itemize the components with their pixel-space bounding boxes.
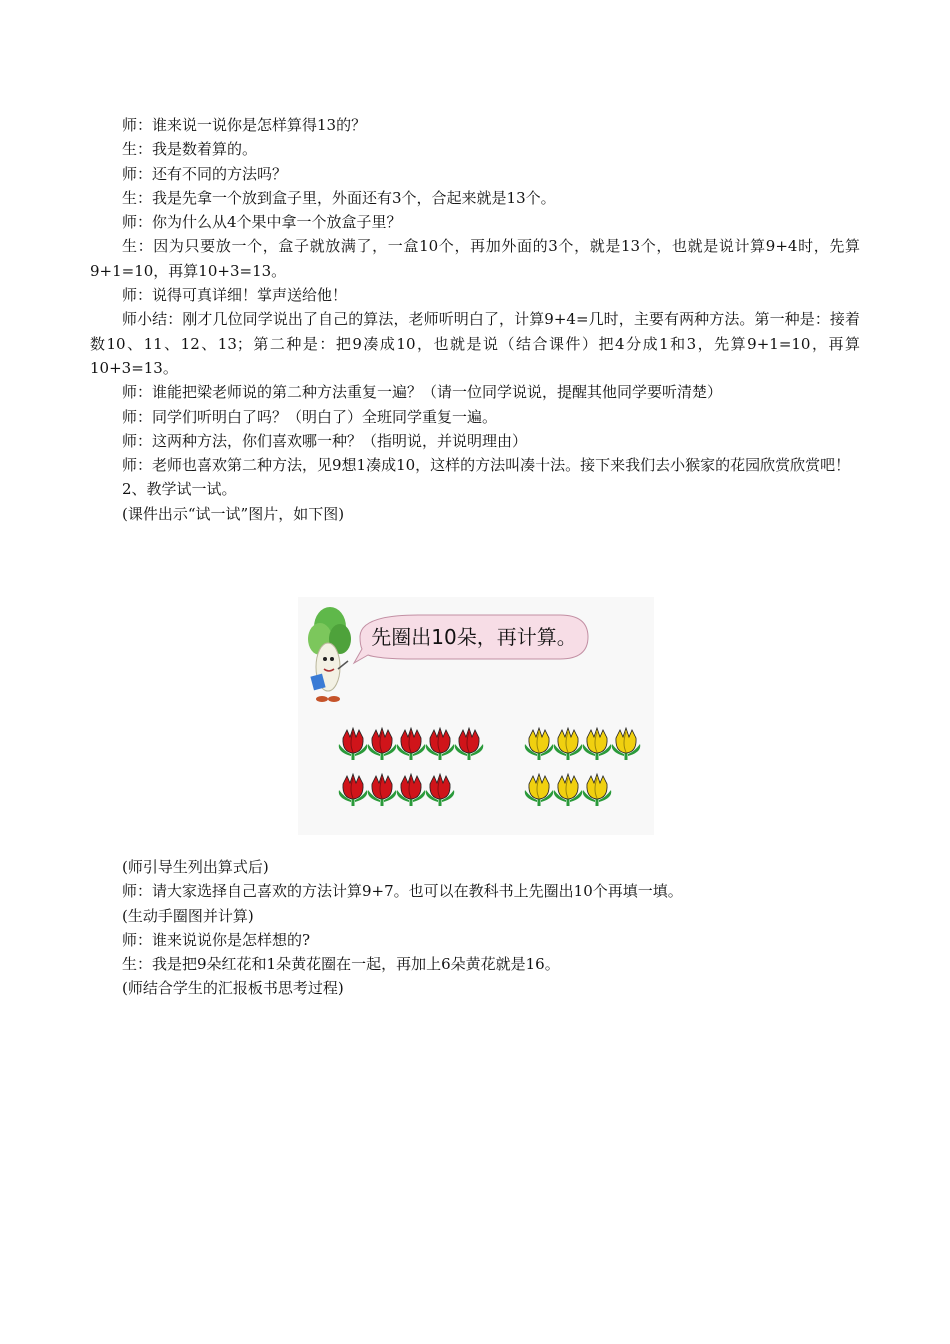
paragraph: (生动手圈图并计算) [122, 906, 254, 925]
yellow-flower-icon [554, 728, 583, 760]
paragraph: 师小结：刚才几位同学说出了自己的算法，老师听明白了，计算9+4=几时，主要有两种方法。第一种是：接着数10、11、12、13；第二种是：把9凑成10，也就是说（结合课件）把4分成1和3，先算9+1=10，再算10+3=13。 [90, 310, 860, 377]
paragraph: 生：我是把9朵红花和1朵黄花圈在一起，再加上6朵黄花就是16。 [122, 955, 560, 974]
paragraph: 师：这两种方法，你们喜欢哪一种？（指明说，并说明理由） [122, 431, 528, 450]
paragraph: 师：谁能把梁老师说的第二种方法重复一遍？（请一位同学说说，提醒其他同学要听清楚） [122, 383, 723, 402]
paragraph: 生：我是数着算的。 [122, 140, 258, 159]
red-flower-icon [397, 728, 426, 760]
yellow-flower-icon [554, 774, 583, 806]
speech-bubble [354, 615, 588, 663]
lesson-text-bottom [122, 855, 862, 1001]
red-flower-icon [368, 728, 397, 760]
paragraph: 师：谁来说一说你是怎样算得13的？ [122, 116, 367, 134]
paragraph: 师：请大家选择自己喜欢的方法计算9+7。也可以在教科书上先圈出10个再填一填。 [122, 882, 683, 901]
lesson-text-top [90, 113, 860, 526]
paragraph: 师：还有不同的方法吗？ [122, 164, 288, 183]
paragraph: 师：同学们听明白了吗？（明白了）全班同学重复一遍。 [122, 407, 498, 426]
red-flower-icon [368, 774, 397, 806]
paragraph: (师引导生列出算式后) [122, 858, 269, 876]
yellow-flower-icon [583, 774, 612, 806]
red-flower-icon [426, 728, 455, 760]
paragraph: 生：因为只要放一个，盒子就放满了，一盒10个，再加外面的3个，就是13个，也就是说计算9+4时，先算9+1=10，再算10+3=13。 [90, 237, 860, 280]
paragraph: (师结合学生的汇报板书思考过程) [122, 979, 344, 998]
flowers-illustration [298, 597, 654, 835]
try-it-figure [298, 597, 654, 835]
paragraph: 师：说得可真详细！掌声送给他！ [122, 286, 348, 305]
red-flower-icon [426, 774, 455, 806]
red-flower-icon [455, 728, 484, 760]
red-flower-group [339, 728, 484, 806]
yellow-flower-icon [525, 728, 554, 760]
cabbage-character-icon [308, 607, 351, 702]
yellow-flower-icon [612, 728, 641, 760]
yellow-flower-group [525, 728, 641, 806]
red-flower-icon [339, 774, 368, 806]
red-flower-icon [397, 774, 426, 806]
bubble-text: 先圈出10朵，再计算。 [371, 625, 577, 649]
red-flower-icon [339, 728, 368, 760]
paragraph: (课件出示“试一试”图片，如下图) [122, 504, 345, 523]
paragraph: 师：老师也喜欢第二种方法，见9想1凑成10，这样的方法叫凑十法。接下来我们去小猴家的花园欣赏欣赏吧！ [122, 456, 851, 475]
paragraph: 师：你为什么从4个果中拿一个放盒子里？ [122, 213, 402, 232]
yellow-flower-icon [583, 728, 612, 760]
section-heading: 2、教学试一试。 [122, 480, 237, 499]
paragraph: 师：谁来说说你是怎样想的? [122, 930, 311, 949]
paragraph: 生：我是先拿一个放到盒子里，外面还有3个，合起来就是13个。 [122, 188, 556, 207]
yellow-flower-icon [525, 774, 554, 806]
